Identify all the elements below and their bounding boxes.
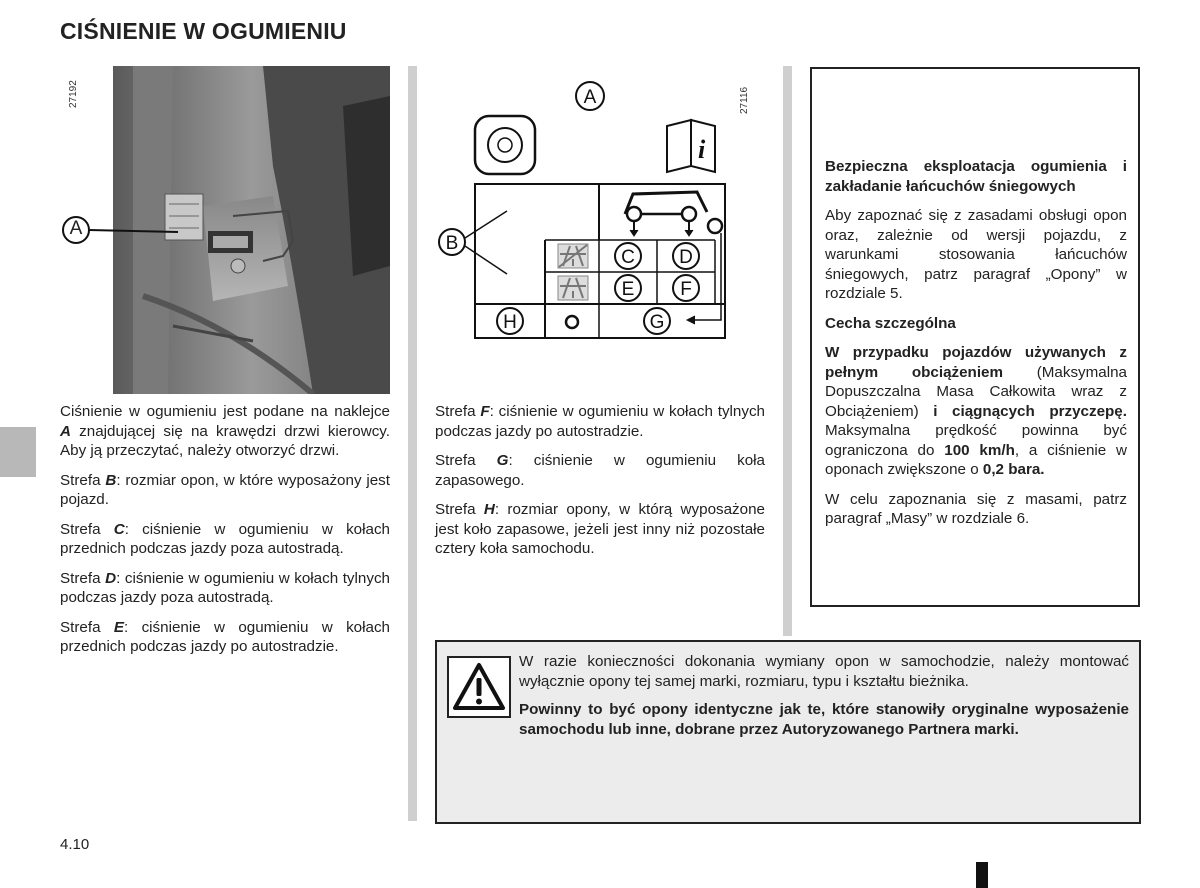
- warning-box: [435, 640, 1141, 824]
- col2-paragraph-1: Strefa F: ciśnienie w ogumieniu w kołach tylnych podczas jazdy po autostradzie.: [435, 403, 765, 440]
- warning-paragraph-2: Powinny to być opony identyczne jak te, które stanowiły oryginalne wyposażenie samochodu lub inne, dobrane przez Autoryzowanego Partnera marki.: [519, 701, 1129, 738]
- photo-code: 27192: [68, 80, 79, 108]
- column-separator-left: [408, 66, 417, 821]
- col1-paragraph-4: Strefa D: ciśnienie w ogumieniu w kołach tylnych podczas jazdy poza autostradą.: [60, 569, 390, 606]
- chapter-tab: [0, 427, 36, 477]
- col2-paragraph-2: Strefa G: ciśnienie w ogumieniu koła zapasowego.: [435, 452, 765, 489]
- warning-paragraph-1: W razie konieczności dokonania wymiany opon w samochodzie, należy montować wyłącznie opony tej samej marki, rozmiaru, typu i kształtu bieżnika.: [519, 653, 1129, 690]
- col1-paragraph-1: Ciśnienie w ogumieniu jest podane na naklejce A znajdującej się na krawędzi drzwi kierowcy. Aby ją przeczytać, należy otworzyć drzwi.: [60, 403, 390, 459]
- page-corner-marker: [976, 862, 988, 888]
- svg-text:i: i: [698, 135, 706, 164]
- col1-paragraph-3: Strefa C: ciśnienie w ogumieniu w kołach przednich podczas jazdy poza autostradą.: [60, 520, 390, 557]
- column-1: [60, 402, 390, 667]
- diagram-label-a: A: [583, 87, 597, 108]
- motorway-icon: [558, 276, 588, 300]
- info-paragraph-tyres: Aby zapoznać się z zasadami obsługi opon oraz, zależnie od wersji pojazdu, z warunkami stosowania łańcuchów śniegowych, patrz paragraf „Opony” w rozdziale 5.: [825, 207, 1127, 302]
- page-title: CIŚNIENIE W OGUMIENIU: [60, 18, 347, 44]
- info-heading-chains: Bezpieczna eksploatacja ogumienia i zakładanie łańcuchów śniegowych: [825, 158, 1127, 195]
- warning-triangle-icon: [447, 656, 511, 718]
- no-motorway-icon: [558, 244, 588, 268]
- diagram-label-h: H: [503, 312, 517, 333]
- info-box: [810, 67, 1140, 607]
- diagram-label-e: E: [621, 279, 635, 300]
- column-separator-right: [783, 66, 792, 636]
- tyre-label-diagram: [435, 74, 771, 364]
- col2-paragraph-3: Strefa H: rozmiar opony, w którą wyposażone jest koło zapasowe, jeżeli jest inny niż pozostałe cztery koła samochodu.: [435, 501, 765, 557]
- photo-label-a: A: [69, 218, 83, 239]
- diagram-label-f: F: [680, 279, 692, 300]
- diagram-label-g: G: [649, 312, 665, 333]
- diagram-label-b: B: [445, 233, 459, 254]
- page-number: 4.10: [60, 836, 90, 853]
- info-paragraph-load: W przypadku pojazdów używanych z pełnym obciążeniem (Maksymalna Dopuszczalna Masa Całkowita wraz z Obciążeniem) i ciągnących przyczepę. Maksymalna prędkość powinna być ograniczona do 100 km/h, a ciśnienie w oponach zwiększone o 0,2 bara.: [825, 344, 1127, 478]
- diagram-code: 27116: [739, 86, 750, 114]
- col1-paragraph-2: Strefa B: rozmiar opon, w które wyposażony jest pojazd.: [60, 471, 390, 508]
- col1-paragraph-5: Strefa E: ciśnienie w ogumieniu w kołach przednich podczas jazdy po autostradzie.: [60, 618, 390, 655]
- column-2: [435, 402, 765, 569]
- info-heading-special: Cecha szczególna: [825, 314, 956, 332]
- diagram-label-c: C: [621, 247, 635, 268]
- diagram-label-d: D: [679, 247, 693, 268]
- info-paragraph-masses: W celu zapoznania się z masami, patrz paragraf „Masy” w rozdziale 6.: [825, 490, 1127, 527]
